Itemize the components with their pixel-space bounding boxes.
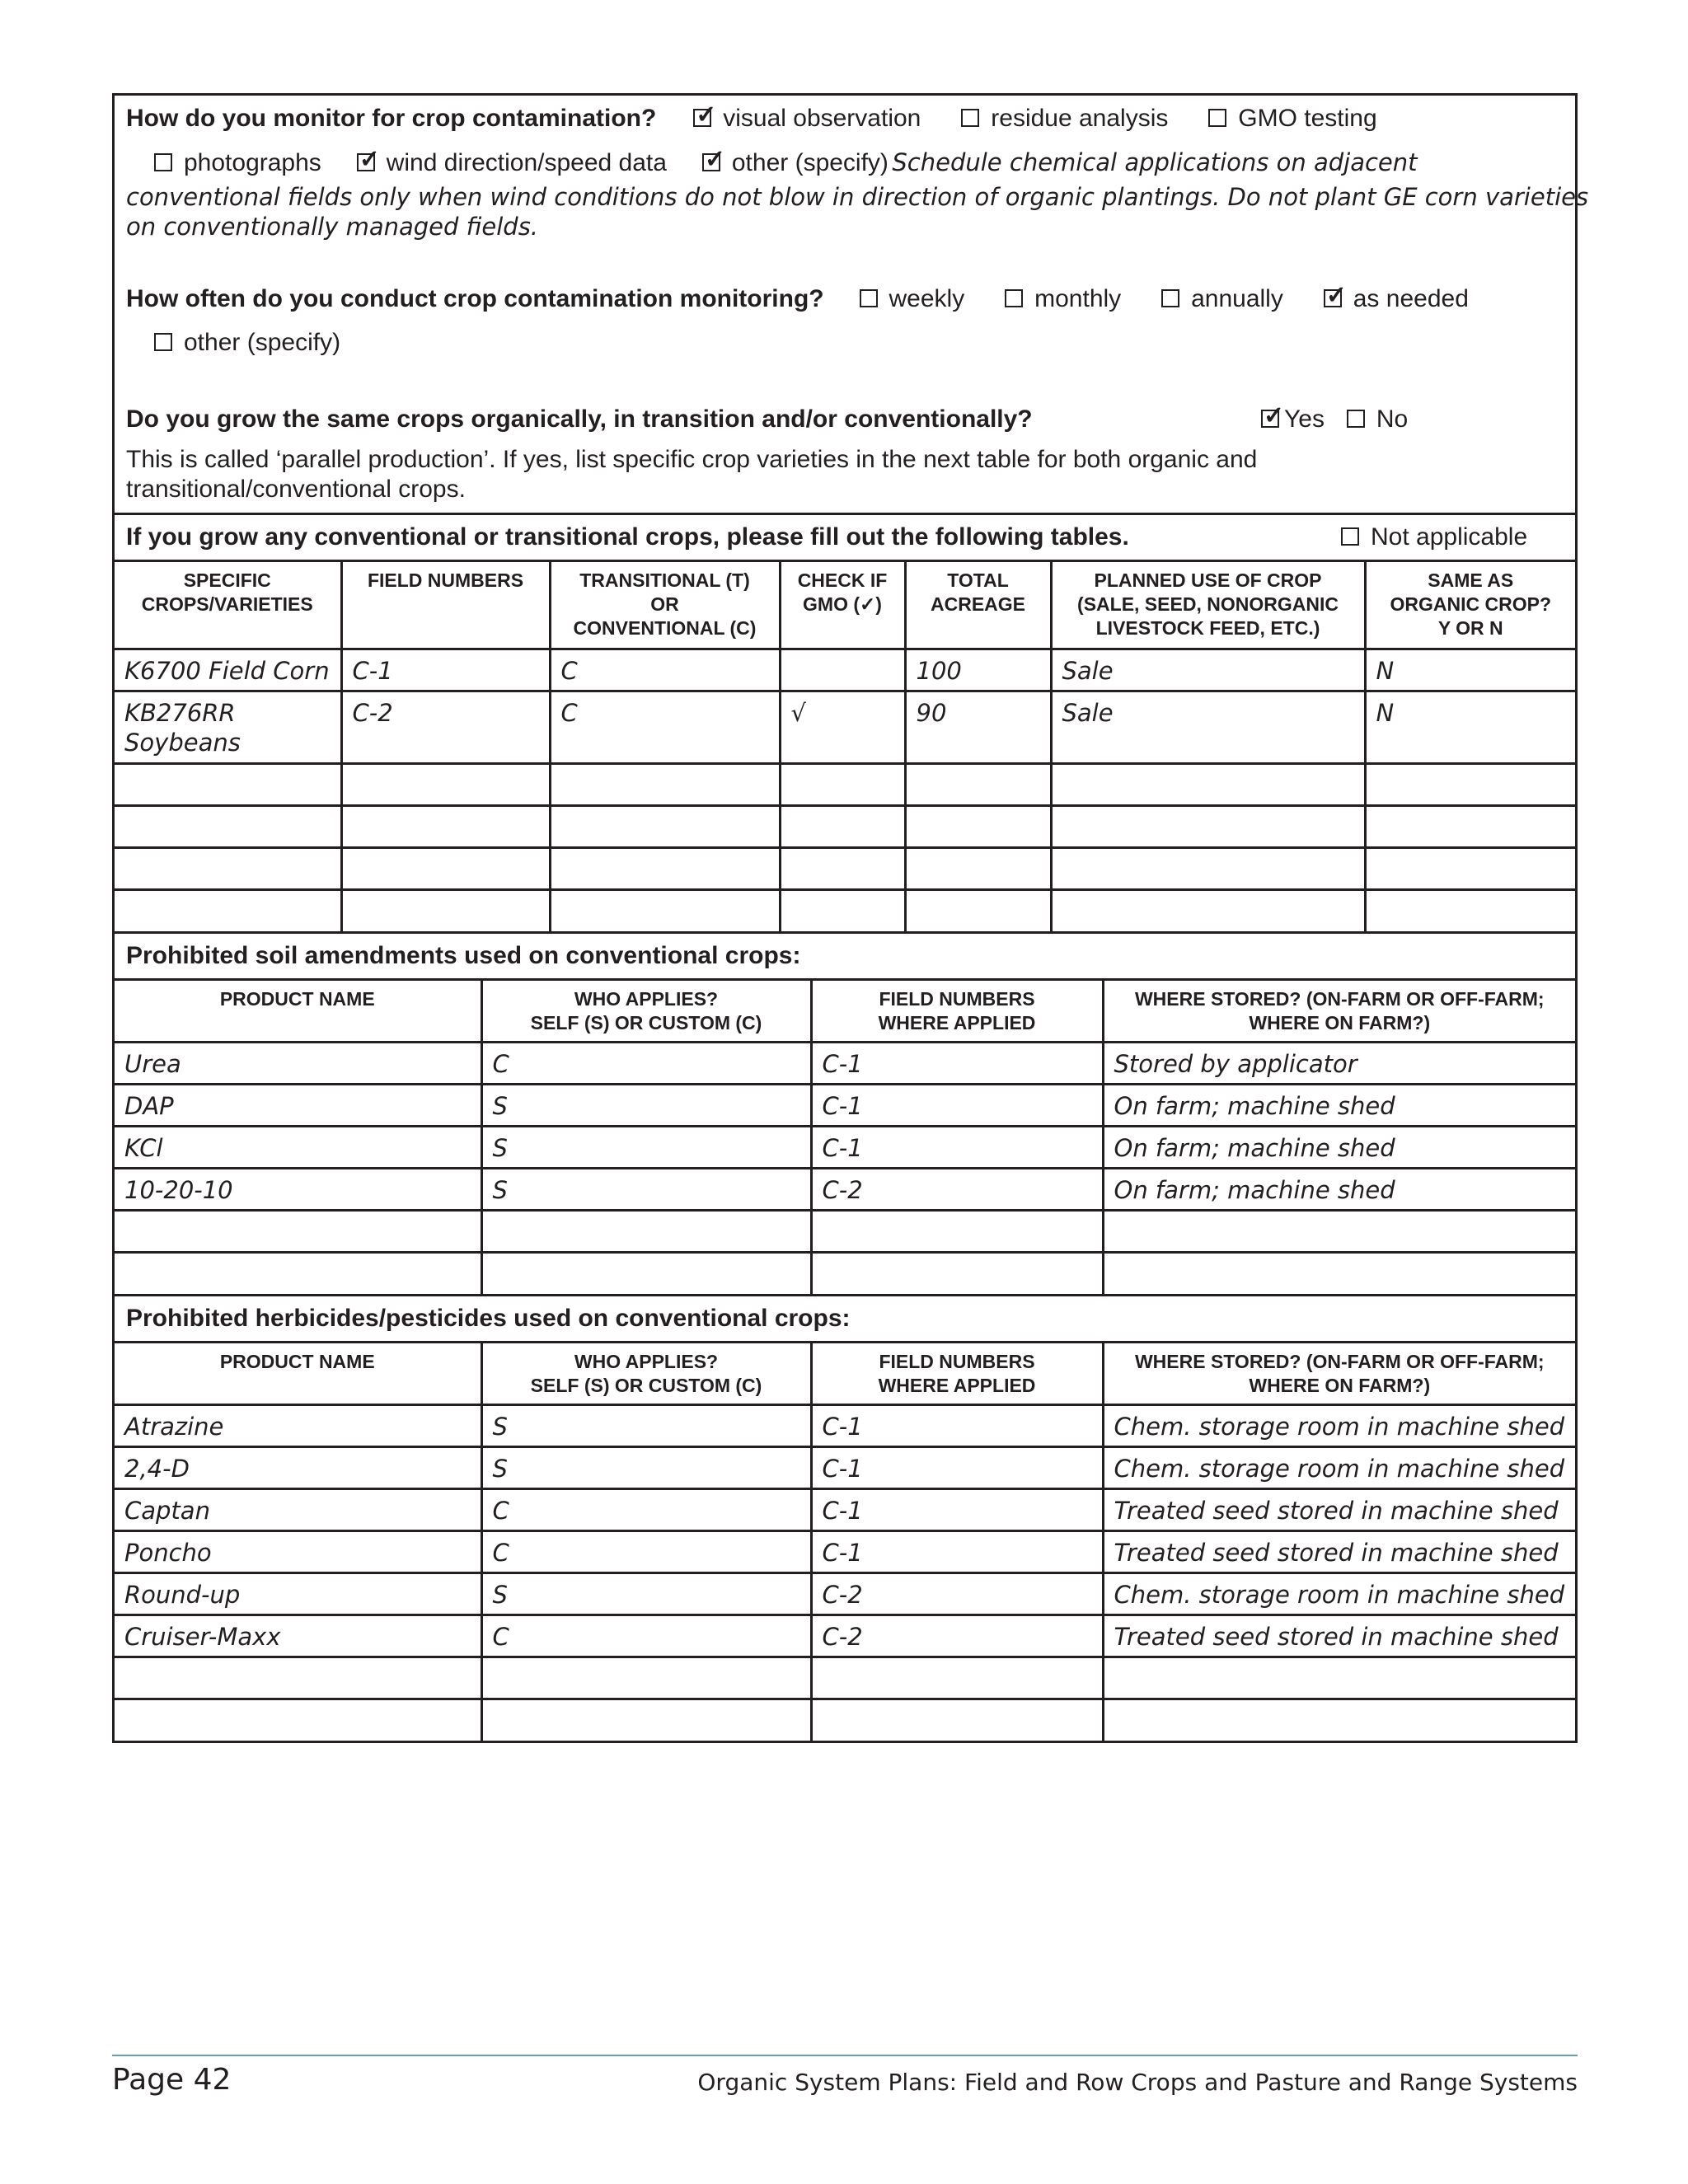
tc-cell[interactable] [550, 889, 780, 931]
frequency-option-checkbox[interactable] [1161, 289, 1179, 307]
soil-title: Prohibited soil amendments used on conventional crops: [115, 931, 1575, 981]
crop-cell[interactable]: KB276RR Soybeans [115, 691, 341, 763]
herbicides-table [115, 1343, 1575, 1741]
frequency-option-checkbox[interactable] [1005, 289, 1023, 307]
stored-cell[interactable]: Treated seed stored in machine shed [1103, 1530, 1575, 1572]
who-cell[interactable]: S [481, 1084, 811, 1126]
footer-rule [112, 2055, 1578, 2056]
col-header: FIELD NUMBERS WHERE APPLIED [811, 981, 1103, 1042]
product-cell[interactable]: Round-up [115, 1572, 481, 1615]
tc-cell[interactable] [550, 805, 780, 847]
crop-cell[interactable] [115, 847, 341, 889]
frequency-line-2 [126, 328, 1564, 362]
stored-cell[interactable]: On farm; machine shed [1103, 1126, 1575, 1168]
field-cell[interactable] [811, 1657, 1103, 1699]
gmo-cell[interactable] [780, 889, 905, 931]
table-row [115, 1488, 1575, 1530]
crop-cell[interactable]: K6700 Field Corn [115, 649, 341, 691]
frequency-option-label: other (specify) [184, 329, 341, 356]
parallel-no-checkbox[interactable] [1347, 410, 1365, 428]
tc-cell[interactable]: C [550, 691, 780, 763]
same-cell[interactable] [1365, 889, 1575, 931]
gmo-cell[interactable] [780, 847, 905, 889]
table-row [115, 1084, 1575, 1126]
monitor-option-label: visual observation [723, 105, 921, 132]
col-header: WHERE STORED? (ON-FARM OR OFF-FARM; WHERE ON FARM?) [1103, 1343, 1575, 1404]
conventional-title-bar [115, 515, 1575, 562]
product-cell[interactable]: Urea [115, 1042, 481, 1084]
field-cell[interactable] [811, 1210, 1103, 1252]
col-header: PRODUCT NAME [115, 1343, 481, 1404]
stored-cell[interactable]: On farm; machine shed [1103, 1168, 1575, 1210]
table-row [115, 1572, 1575, 1615]
table-header-row [115, 981, 1575, 1042]
stored-cell[interactable]: Chem. storage room in machine shed [1103, 1572, 1575, 1615]
parallel-no-label: No [1376, 405, 1409, 433]
form-frame [112, 93, 1589, 1743]
monitor-section [115, 96, 1589, 515]
acreage-cell[interactable] [905, 805, 1051, 847]
table-header-row [115, 1343, 1575, 1404]
same-cell[interactable] [1365, 847, 1575, 889]
page-number: Page 42 [112, 2063, 232, 2097]
herb-title: Prohibited herbicides/pesticides used on conventional crops: [115, 1294, 1575, 1343]
field-cell[interactable]: C-1 [811, 1530, 1103, 1572]
table-row [115, 1446, 1575, 1488]
parallel-yes-label: Yes [1284, 405, 1325, 433]
who-cell[interactable]: S [481, 1168, 811, 1210]
frequency-line-1 [126, 284, 1564, 318]
field-cell[interactable]: C-1 [811, 1126, 1103, 1168]
col-header: WHO APPLIES? SELF (S) OR CUSTOM (C) [481, 981, 811, 1042]
table-row [115, 691, 1575, 763]
product-cell[interactable]: 2,4-D [115, 1446, 481, 1488]
frequency-option-label: as needed [1353, 285, 1469, 312]
table-row [115, 1210, 1575, 1252]
stored-cell[interactable]: Stored by applicator [1103, 1042, 1575, 1084]
product-cell[interactable]: Poncho [115, 1530, 481, 1572]
use-cell[interactable] [1051, 847, 1365, 889]
col-header: WHO APPLIES? SELF (S) OR CUSTOM (C) [481, 1343, 811, 1404]
monitor-option-label: GMO testing [1238, 105, 1377, 132]
field-cell[interactable] [341, 847, 550, 889]
conventional-crops-table [115, 562, 1575, 931]
stored-cell[interactable] [1103, 1657, 1575, 1699]
field-cell[interactable]: C-1 [811, 1446, 1103, 1488]
use-cell[interactable] [1051, 889, 1365, 931]
who-cell[interactable]: C [481, 1042, 811, 1084]
product-cell[interactable] [115, 1252, 481, 1294]
col-header: PLANNED USE OF CROP (SALE, SEED, NONORGANIC LIVESTOCK FEED, ETC.) [1051, 562, 1365, 649]
monitor-option-checkbox[interactable] [961, 109, 979, 127]
monitor-option-checkbox[interactable] [1208, 109, 1226, 127]
stored-cell[interactable]: Treated seed stored in machine shed [1103, 1615, 1575, 1657]
field-cell[interactable] [811, 1252, 1103, 1294]
product-cell[interactable]: KCl [115, 1126, 481, 1168]
parallel-question: Do you grow the same crops organically, in transition and/or conventionally? [126, 405, 1033, 433]
frequency-option-checkbox[interactable] [1324, 289, 1342, 307]
frequency-option-checkbox[interactable] [860, 289, 878, 307]
who-cell[interactable]: S [481, 1404, 811, 1446]
col-header: SAME AS ORGANIC CROP? Y OR N [1365, 562, 1575, 649]
field-cell[interactable] [811, 1699, 1103, 1741]
col-header: CHECK IF GMO (✓) [780, 562, 905, 649]
product-cell[interactable] [115, 1210, 481, 1252]
monitor-other-text-cont[interactable]: conventional fields only when wind conditions do not blow in direction of organic plantings. Do not plant GE corn varieties [126, 183, 1589, 211]
footer-title: Organic System Plans: Field and Row Crops and Pasture and Range Systems [697, 2069, 1578, 2096]
same-cell[interactable]: N [1365, 649, 1575, 691]
field-cell[interactable]: C-1 [341, 649, 550, 691]
field-cell[interactable] [341, 805, 550, 847]
who-cell[interactable] [481, 1657, 811, 1699]
table-row [115, 1168, 1575, 1210]
crop-cell[interactable] [115, 805, 341, 847]
field-cell[interactable]: C-2 [811, 1168, 1103, 1210]
product-cell[interactable] [115, 1699, 481, 1741]
col-header: TRANSITIONAL (T) OR CONVENTIONAL (C) [550, 562, 780, 649]
soil-amendments-table [115, 981, 1575, 1294]
monitor-option-label: wind direction/speed data [386, 149, 667, 176]
field-cell[interactable]: C-2 [341, 691, 550, 763]
table-header-row [115, 562, 1575, 649]
gmo-cell[interactable] [780, 763, 905, 805]
table-row [115, 1126, 1575, 1168]
parallel-note: transitional/conventional crops. [126, 476, 466, 503]
product-cell[interactable]: DAP [115, 1084, 481, 1126]
product-cell[interactable]: Captan [115, 1488, 481, 1530]
col-header: PRODUCT NAME [115, 981, 481, 1042]
not-applicable-checkbox[interactable] [1341, 527, 1359, 546]
conventional-title: If you grow any conventional or transitional crops, please fill out the following tables. [126, 523, 1129, 551]
field-cell[interactable]: C-1 [811, 1488, 1103, 1530]
who-cell[interactable] [481, 1210, 811, 1252]
use-cell[interactable]: Sale [1051, 649, 1365, 691]
same-cell[interactable] [1365, 763, 1575, 805]
col-header: TOTAL ACREAGE [905, 562, 1051, 649]
table-row [115, 889, 1575, 931]
who-cell[interactable]: C [481, 1615, 811, 1657]
field-cell[interactable]: C-1 [811, 1042, 1103, 1084]
monitor-option-label: residue analysis [991, 105, 1169, 132]
frequency-option-label: monthly [1034, 285, 1122, 312]
use-cell[interactable] [1051, 763, 1365, 805]
table-row [115, 1042, 1575, 1084]
same-cell[interactable] [1365, 805, 1575, 847]
frequency-question: How often do you conduct crop contamination monitoring? [126, 285, 824, 312]
stored-cell[interactable]: Chem. storage room in machine shed [1103, 1446, 1575, 1488]
table-row [115, 1252, 1575, 1294]
monitor-option-checkbox[interactable] [693, 109, 711, 127]
monitor-option-checkbox[interactable] [702, 153, 720, 171]
parallel-note: This is called ‘parallel production’. If yes, list specific crop varieties in the next table for both organic and [126, 446, 1258, 473]
who-cell[interactable]: S [481, 1126, 811, 1168]
product-cell[interactable]: Atrazine [115, 1404, 481, 1446]
tc-cell[interactable] [550, 763, 780, 805]
frequency-option-label: annually [1191, 285, 1283, 312]
parallel-yes-checkbox[interactable] [1261, 410, 1279, 428]
parallel-line [126, 405, 1564, 438]
product-cell[interactable]: 10-20-10 [115, 1168, 481, 1210]
frequency-option-checkbox[interactable] [154, 333, 172, 351]
crop-cell[interactable] [115, 763, 341, 805]
monitor-option-label: other (specify) [731, 149, 889, 176]
table-row [115, 649, 1575, 691]
table-row [115, 1530, 1575, 1572]
who-cell[interactable] [481, 1252, 811, 1294]
field-cell[interactable]: C-2 [811, 1615, 1103, 1657]
use-cell[interactable] [1051, 805, 1365, 847]
stored-cell[interactable]: Treated seed stored in machine shed [1103, 1488, 1575, 1530]
tc-cell[interactable]: C [550, 649, 780, 691]
field-cell[interactable] [341, 763, 550, 805]
product-cell[interactable]: Cruiser-Maxx [115, 1615, 481, 1657]
gmo-cell[interactable] [780, 805, 905, 847]
who-cell[interactable]: S [481, 1572, 811, 1615]
table-row [115, 1657, 1575, 1699]
acreage-cell[interactable] [905, 763, 1051, 805]
monitor-other-text[interactable]: Schedule chemical applications on adjacent [892, 148, 1418, 176]
gmo-cell[interactable]: √ [780, 691, 905, 763]
frequency-option-label: weekly [889, 285, 965, 312]
monitor-question: How do you monitor for crop contamination? [126, 105, 657, 132]
field-cell[interactable]: C-2 [811, 1572, 1103, 1615]
who-cell[interactable]: C [481, 1530, 811, 1572]
field-cell[interactable]: C-1 [811, 1404, 1103, 1446]
product-cell[interactable] [115, 1657, 481, 1699]
table-row [115, 1404, 1575, 1446]
stored-cell[interactable] [1103, 1699, 1575, 1741]
who-cell[interactable]: S [481, 1446, 811, 1488]
monitor-line-1 [126, 104, 1564, 138]
col-header: FIELD NUMBERS WHERE APPLIED [811, 1343, 1103, 1404]
crop-cell[interactable] [115, 889, 341, 931]
who-cell[interactable]: C [481, 1488, 811, 1530]
table-row [115, 763, 1575, 805]
gmo-cell[interactable] [780, 649, 905, 691]
table-row [115, 1699, 1575, 1741]
col-header: SPECIFIC CROPS/VARIETIES [115, 562, 341, 649]
col-header: FIELD NUMBERS [341, 562, 550, 649]
col-header: WHERE STORED? (ON-FARM OR OFF-FARM; WHERE ON FARM?) [1103, 981, 1575, 1042]
monitor-other-text-cont[interactable]: on conventionally managed fields. [126, 213, 539, 241]
tc-cell[interactable] [550, 847, 780, 889]
form-page [112, 93, 1589, 1743]
field-cell[interactable] [341, 889, 550, 931]
monitor-line-2 [126, 148, 1564, 182]
field-cell[interactable]: C-1 [811, 1084, 1103, 1126]
use-cell[interactable]: Sale [1051, 691, 1365, 763]
monitor-option-checkbox[interactable] [357, 153, 375, 171]
not-applicable-label: Not applicable [1371, 523, 1528, 551]
table-row [115, 847, 1575, 889]
same-cell[interactable]: N [1365, 691, 1575, 763]
stored-cell[interactable]: On farm; machine shed [1103, 1084, 1575, 1126]
acreage-cell[interactable] [905, 847, 1051, 889]
stored-cell[interactable] [1103, 1252, 1575, 1294]
monitor-option-label: photographs [184, 149, 321, 176]
stored-cell[interactable]: Chem. storage room in machine shed [1103, 1404, 1575, 1446]
table-row [115, 805, 1575, 847]
acreage-cell[interactable]: 100 [905, 649, 1051, 691]
table-row [115, 1615, 1575, 1657]
acreage-cell[interactable]: 90 [905, 691, 1051, 763]
who-cell[interactable] [481, 1699, 811, 1741]
monitor-option-checkbox[interactable] [154, 153, 172, 171]
acreage-cell[interactable] [905, 889, 1051, 931]
stored-cell[interactable] [1103, 1210, 1575, 1252]
